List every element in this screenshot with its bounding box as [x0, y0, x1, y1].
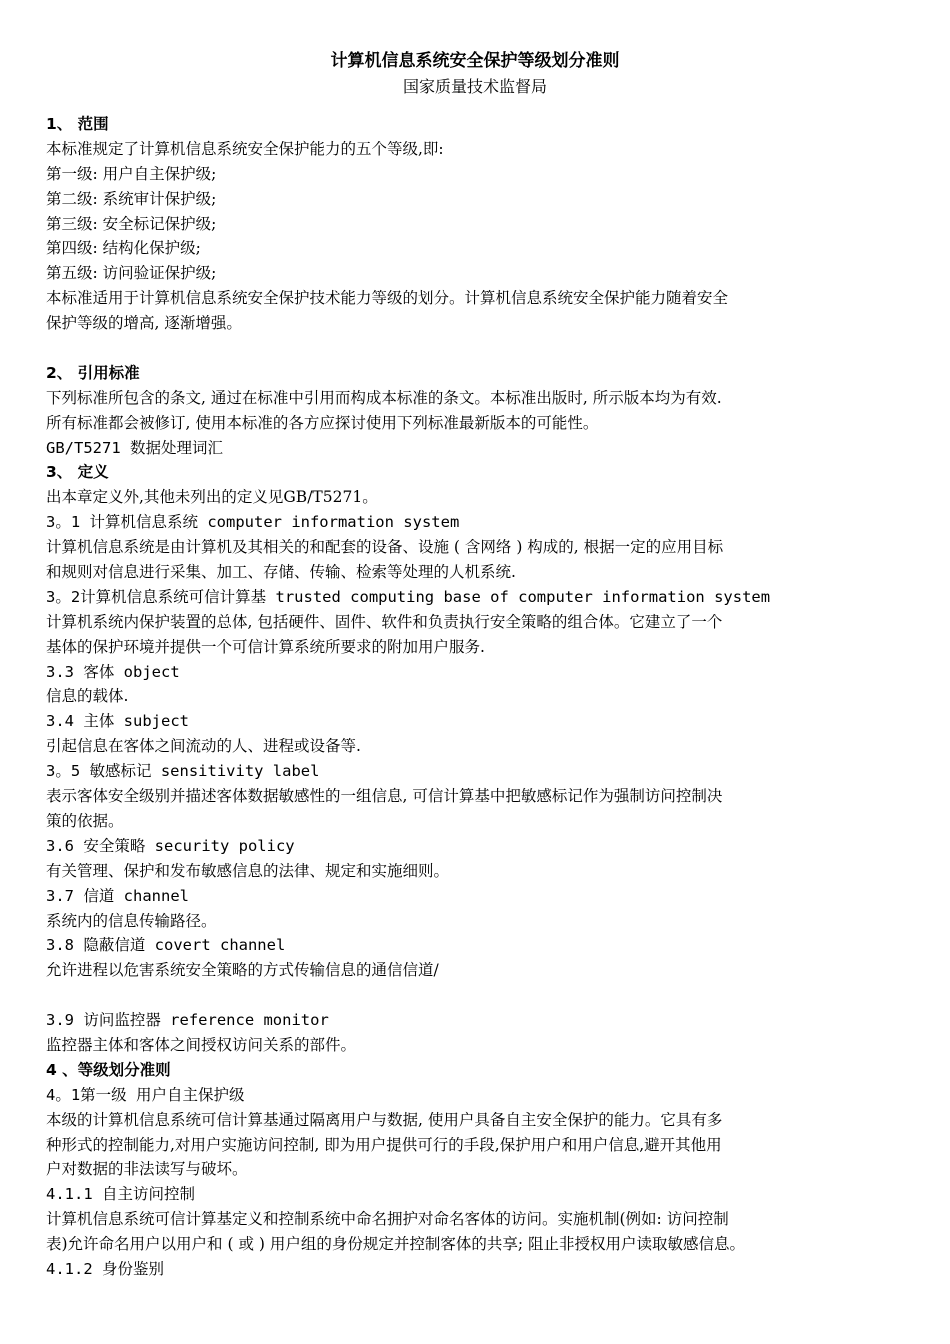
text-line: 第二级: 系统审计保护级; [46, 189, 217, 208]
text-line: 户对数据的非法读写与破坏。 [46, 1160, 248, 1179]
blank-line [46, 336, 908, 361]
clause-heading: 3.3 客体 object [46, 662, 180, 681]
section-heading: 2、 引用标准 [46, 363, 140, 382]
text-line: 引起信息在客体之间流动的人、进程或设备等. [46, 737, 361, 756]
section-heading: 4 、等级划分准则 [46, 1060, 171, 1079]
text-line: 本级的计算机信息系统可信计算基通过隔离用户与数据, 使用户具备自主安全保护的能力。它具有多 [46, 1110, 723, 1129]
section-heading: 3、 定义 [46, 463, 109, 482]
text-line: 出本章定义外,其他未列出的定义见GB/T5271。 [46, 488, 378, 507]
text-line: 下列标准所包含的条文, 通过在标准中引用而构成本标准的条文。本标准出版时, 所示版本均为有效. [46, 388, 722, 407]
clause-heading: 3.4 主体 subject [46, 712, 189, 731]
text-line: 计算机系统内保护装置的总体, 包括硬件、固件、软件和负责执行安全策略的组合体。它建立了一个 [46, 612, 723, 631]
document-body [46, 112, 908, 1282]
clause-heading: 4.1.2 身份鉴别 [46, 1259, 164, 1278]
section-heading: 1、 范围 [46, 115, 109, 133]
text-line: 第四级: 结构化保护级; [46, 239, 201, 258]
text-line: 基体的保护环境并提供一个可信计算系统所要求的附加用户服务. [46, 637, 485, 656]
clause-heading: 4。1第一级 用户自主保护级 [46, 1085, 245, 1104]
text-line: 信息的载体. [46, 687, 129, 706]
clause-heading: 3.7 信道 channel [46, 886, 189, 905]
clause-heading: 3。1 计算机信息系统 computer information system [46, 513, 460, 532]
text-line: 计算机信息系统是由计算机及其相关的和配套的设备、设施 ( 含网络 ) 构成的, 根据一定的应用目标 [46, 538, 724, 557]
text-line: 本标准适用于计算机信息系统安全保护技术能力等级的划分。计算机信息系统安全保护能力随着安全 [46, 289, 729, 308]
blank-line [46, 983, 908, 1008]
text-line: 所有标准都会被修订, 使用本标准的各方应探讨使用下列标准最新版本的可能性。 [46, 413, 599, 432]
text-line: 第一级: 用户自主保护级; [46, 164, 217, 183]
clause-heading: GB/T5271 数据处理词汇 [46, 438, 223, 457]
clause-heading: 3.9 访问监控器 reference monitor [46, 1011, 329, 1030]
document-title: 计算机信息系统安全保护等级划分准则 [330, 51, 620, 71]
text-line: 第五级: 访问验证保护级; [46, 264, 217, 283]
text-line: 和规则对信息进行采集、加工、存储、传输、检索等处理的人机系统. [46, 563, 516, 582]
text-line: 第三级: 安全标记保护级; [46, 214, 217, 233]
text-line: 策的依据。 [46, 811, 124, 830]
clause-heading: 3.6 安全策略 security policy [46, 836, 295, 855]
text-line: 计算机信息系统可信计算基定义和控制系统中命名拥护对命名客体的访问。实施机制(例如: 访问控制 [46, 1210, 729, 1229]
text-line: 表)允许命名用户以用户和 ( 或 ) 用户组的身份规定并控制客体的共享; 阻止非授权用户读取敏感信息。 [46, 1235, 746, 1254]
text-line: 本标准规定了计算机信息系统安全保护能力的五个等级,即: [46, 139, 444, 158]
text-line: 监控器主体和客体之间授权访问关系的部件。 [46, 1035, 357, 1054]
document-issuer: 国家质量技术监督局 [402, 77, 547, 96]
text-line: 系统内的信息传输路径。 [46, 911, 217, 930]
clause-heading: 3。2计算机信息系统可信计算基 trusted computing base of computer information system [46, 587, 771, 606]
text-line: 表示客体安全级别并描述客体数据敏感性的一组信息, 可信计算基中把敏感标记作为强制访问控制决 [46, 787, 723, 806]
clause-heading: 3.8 隐蔽信道 covert channel [46, 936, 286, 955]
clause-heading: 4.1.1 自主访问控制 [46, 1185, 195, 1204]
text-line: 允许进程以危害系统安全策略的方式传输信息的通信信道/ [46, 961, 439, 980]
clause-heading: 3。5 敏感标记 sensitivity label [46, 762, 320, 781]
text-line: 保护等级的增高, 逐渐增强。 [46, 314, 242, 333]
text-line: 种形式的控制能力,对用户实施访问控制, 即为用户提供可行的手段,保护用户和用户信息,避开其他用 [46, 1135, 722, 1154]
text-line: 有关管理、保护和发布敏感信息的法律、规定和实施细则。 [46, 861, 450, 880]
